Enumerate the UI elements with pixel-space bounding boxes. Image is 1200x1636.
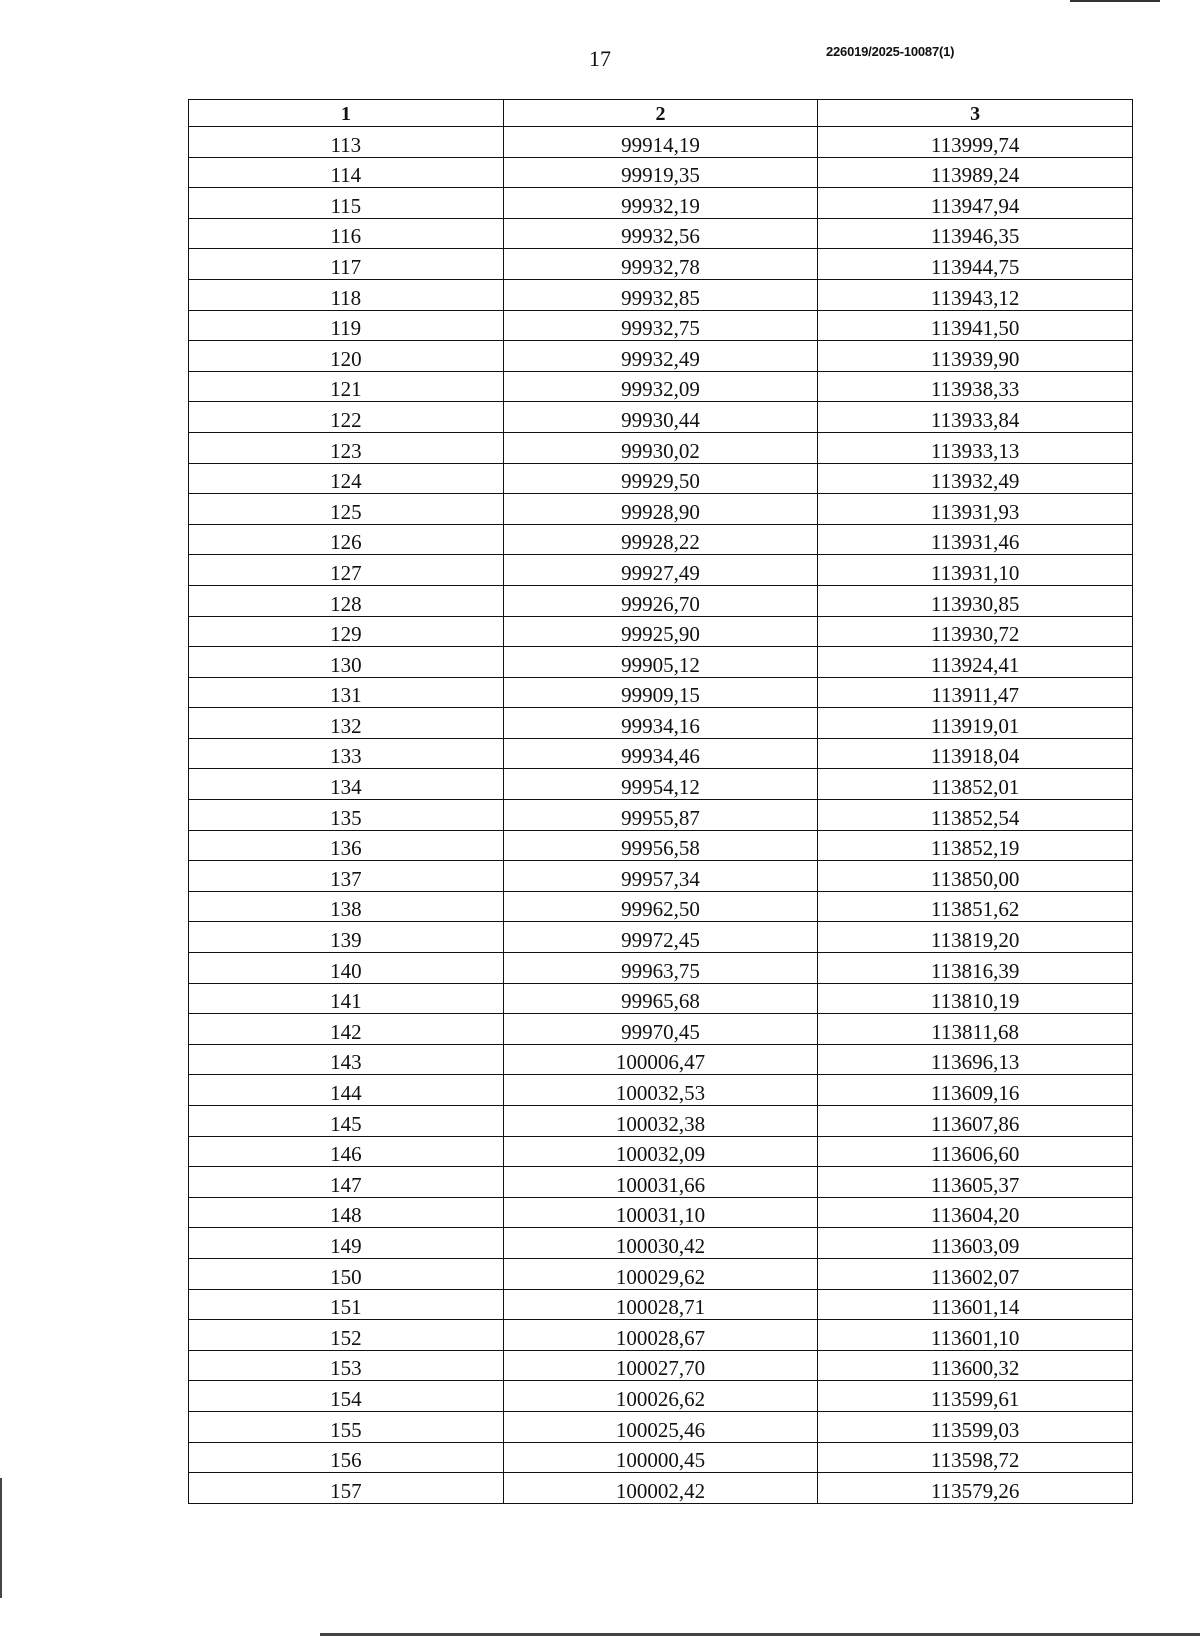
y-coordinate-cell: 113811,68 — [818, 1014, 1133, 1045]
point-number-cell: 126 — [189, 524, 504, 555]
point-number-cell: 145 — [189, 1106, 504, 1137]
table-row — [189, 1381, 1133, 1412]
table-row — [189, 1044, 1133, 1075]
x-coordinate-cell: 99955,87 — [503, 800, 818, 831]
table-row — [189, 1320, 1133, 1351]
table-row — [189, 1473, 1133, 1504]
y-coordinate-cell: 113931,10 — [818, 555, 1133, 586]
table-row — [189, 341, 1133, 372]
table-row — [189, 1136, 1133, 1167]
point-number-cell: 144 — [189, 1075, 504, 1106]
table-row — [189, 708, 1133, 739]
table-row — [189, 188, 1133, 219]
point-number-cell: 131 — [189, 677, 504, 708]
point-number-cell: 141 — [189, 983, 504, 1014]
y-coordinate-cell: 113599,03 — [818, 1411, 1133, 1442]
y-coordinate-cell: 113606,60 — [818, 1136, 1133, 1167]
point-number-cell: 149 — [189, 1228, 504, 1259]
point-number-cell: 114 — [189, 157, 504, 188]
point-number-cell: 137 — [189, 861, 504, 892]
point-number-cell: 132 — [189, 708, 504, 739]
y-coordinate-cell: 113599,61 — [818, 1381, 1133, 1412]
y-coordinate-cell: 113930,72 — [818, 616, 1133, 647]
x-coordinate-cell: 100031,66 — [503, 1167, 818, 1198]
table-row — [189, 371, 1133, 402]
y-coordinate-cell: 113602,07 — [818, 1258, 1133, 1289]
point-number-cell: 117 — [189, 249, 504, 280]
point-number-cell: 120 — [189, 341, 504, 372]
y-coordinate-cell: 113603,09 — [818, 1228, 1133, 1259]
x-coordinate-cell: 99954,12 — [503, 769, 818, 800]
x-coordinate-cell: 99928,22 — [503, 524, 818, 555]
table-row — [189, 983, 1133, 1014]
y-coordinate-cell: 113601,14 — [818, 1289, 1133, 1320]
x-coordinate-cell: 99963,75 — [503, 953, 818, 984]
table-row — [189, 1197, 1133, 1228]
point-number-cell: 124 — [189, 463, 504, 494]
table-header — [189, 100, 1133, 127]
x-coordinate-cell: 99934,46 — [503, 738, 818, 769]
x-coordinate-cell: 99905,12 — [503, 647, 818, 678]
y-coordinate-cell: 113816,39 — [818, 953, 1133, 984]
table-row — [189, 769, 1133, 800]
table-row — [189, 1442, 1133, 1473]
x-coordinate-cell: 99930,44 — [503, 402, 818, 433]
table-row — [189, 310, 1133, 341]
x-coordinate-cell: 100006,47 — [503, 1044, 818, 1075]
point-number-cell: 148 — [189, 1197, 504, 1228]
point-number-cell: 156 — [189, 1442, 504, 1473]
table-body — [189, 127, 1133, 1504]
y-coordinate-cell: 113607,86 — [818, 1106, 1133, 1137]
point-number-cell: 122 — [189, 402, 504, 433]
table-row — [189, 1106, 1133, 1137]
table-row — [189, 1075, 1133, 1106]
point-number-cell: 121 — [189, 371, 504, 402]
table-row — [189, 279, 1133, 310]
point-number-cell: 138 — [189, 891, 504, 922]
y-coordinate-cell: 113810,19 — [818, 983, 1133, 1014]
y-coordinate-cell: 113931,93 — [818, 494, 1133, 525]
table-row — [189, 800, 1133, 831]
x-coordinate-cell: 99932,75 — [503, 310, 818, 341]
point-number-cell: 136 — [189, 830, 504, 861]
point-number-cell: 134 — [189, 769, 504, 800]
point-number-cell: 135 — [189, 800, 504, 831]
point-number-cell: 128 — [189, 585, 504, 616]
x-coordinate-cell: 99932,85 — [503, 279, 818, 310]
point-number-cell: 118 — [189, 279, 504, 310]
y-coordinate-cell: 113943,12 — [818, 279, 1133, 310]
y-coordinate-cell: 113931,46 — [818, 524, 1133, 555]
table-row — [189, 494, 1133, 525]
x-coordinate-cell: 99965,68 — [503, 983, 818, 1014]
y-coordinate-cell: 113933,13 — [818, 432, 1133, 463]
x-coordinate-cell: 100026,62 — [503, 1381, 818, 1412]
x-coordinate-cell: 99962,50 — [503, 891, 818, 922]
y-coordinate-cell: 113852,54 — [818, 800, 1133, 831]
x-coordinate-cell: 99932,09 — [503, 371, 818, 402]
table-row — [189, 677, 1133, 708]
y-coordinate-cell: 113609,16 — [818, 1075, 1133, 1106]
y-coordinate-cell: 113947,94 — [818, 188, 1133, 219]
table-row — [189, 616, 1133, 647]
x-coordinate-cell: 100031,10 — [503, 1197, 818, 1228]
table-row — [189, 830, 1133, 861]
x-coordinate-cell: 99909,15 — [503, 677, 818, 708]
point-number-cell: 151 — [189, 1289, 504, 1320]
document-reference: 226019/2025-10087(1) — [826, 44, 955, 59]
x-coordinate-cell: 100030,42 — [503, 1228, 818, 1259]
x-coordinate-cell: 99926,70 — [503, 585, 818, 616]
y-coordinate-cell: 113601,10 — [818, 1320, 1133, 1351]
point-number-cell: 153 — [189, 1350, 504, 1381]
x-coordinate-cell: 100028,67 — [503, 1320, 818, 1351]
table-row — [189, 922, 1133, 953]
x-coordinate-cell: 99932,19 — [503, 188, 818, 219]
y-coordinate-cell: 113598,72 — [818, 1442, 1133, 1473]
x-coordinate-cell: 100027,70 — [503, 1350, 818, 1381]
table-row — [189, 524, 1133, 555]
y-coordinate-cell: 113579,26 — [818, 1473, 1133, 1504]
x-coordinate-cell: 100002,42 — [503, 1473, 818, 1504]
table-row — [189, 1014, 1133, 1045]
coordinates-table — [188, 99, 1133, 1504]
x-coordinate-cell: 99919,35 — [503, 157, 818, 188]
x-coordinate-cell: 99929,50 — [503, 463, 818, 494]
point-number-cell: 133 — [189, 738, 504, 769]
table-row — [189, 1167, 1133, 1198]
point-number-cell: 113 — [189, 127, 504, 158]
x-coordinate-cell: 99972,45 — [503, 922, 818, 953]
point-number-cell: 139 — [189, 922, 504, 953]
point-number-cell: 129 — [189, 616, 504, 647]
y-coordinate-cell: 113696,13 — [818, 1044, 1133, 1075]
table-row — [189, 1350, 1133, 1381]
y-coordinate-cell: 113911,47 — [818, 677, 1133, 708]
y-coordinate-cell: 113918,04 — [818, 738, 1133, 769]
table-row — [189, 249, 1133, 280]
y-coordinate-cell: 113930,85 — [818, 585, 1133, 616]
table-row — [189, 555, 1133, 586]
table-row — [189, 647, 1133, 678]
point-number-cell: 115 — [189, 188, 504, 219]
column-header: 3 — [818, 100, 1133, 127]
point-number-cell: 127 — [189, 555, 504, 586]
point-number-cell: 150 — [189, 1258, 504, 1289]
table-row — [189, 1228, 1133, 1259]
point-number-cell: 143 — [189, 1044, 504, 1075]
point-number-cell: 157 — [189, 1473, 504, 1504]
x-coordinate-cell: 100000,45 — [503, 1442, 818, 1473]
point-number-cell: 152 — [189, 1320, 504, 1351]
page-number: 17 — [589, 46, 611, 71]
table-row — [189, 585, 1133, 616]
x-coordinate-cell: 99930,02 — [503, 432, 818, 463]
table-row — [189, 861, 1133, 892]
point-number-cell: 146 — [189, 1136, 504, 1167]
y-coordinate-cell: 113989,24 — [818, 157, 1133, 188]
y-coordinate-cell: 113850,00 — [818, 861, 1133, 892]
x-coordinate-cell: 100032,53 — [503, 1075, 818, 1106]
table-row — [189, 738, 1133, 769]
x-coordinate-cell: 99932,56 — [503, 218, 818, 249]
y-coordinate-cell: 113939,90 — [818, 341, 1133, 372]
point-number-cell: 155 — [189, 1411, 504, 1442]
x-coordinate-cell: 99934,16 — [503, 708, 818, 739]
table-row — [189, 1258, 1133, 1289]
x-coordinate-cell: 99932,49 — [503, 341, 818, 372]
y-coordinate-cell: 113924,41 — [818, 647, 1133, 678]
table-row — [189, 218, 1133, 249]
column-header: 2 — [503, 100, 818, 127]
x-coordinate-cell: 99932,78 — [503, 249, 818, 280]
x-coordinate-cell: 99957,34 — [503, 861, 818, 892]
x-coordinate-cell: 100032,38 — [503, 1106, 818, 1137]
point-number-cell: 147 — [189, 1167, 504, 1198]
y-coordinate-cell: 113944,75 — [818, 249, 1133, 280]
x-coordinate-cell: 99928,90 — [503, 494, 818, 525]
point-number-cell: 142 — [189, 1014, 504, 1045]
y-coordinate-cell: 113999,74 — [818, 127, 1133, 158]
y-coordinate-cell: 113851,62 — [818, 891, 1133, 922]
y-coordinate-cell: 113933,84 — [818, 402, 1133, 433]
x-coordinate-cell: 100025,46 — [503, 1411, 818, 1442]
x-coordinate-cell: 100032,09 — [503, 1136, 818, 1167]
point-number-cell: 125 — [189, 494, 504, 525]
table-row — [189, 1289, 1133, 1320]
table-row — [189, 1411, 1133, 1442]
x-coordinate-cell: 99970,45 — [503, 1014, 818, 1045]
table-row — [189, 953, 1133, 984]
y-coordinate-cell: 113941,50 — [818, 310, 1133, 341]
y-coordinate-cell: 113819,20 — [818, 922, 1133, 953]
x-coordinate-cell: 100028,71 — [503, 1289, 818, 1320]
point-number-cell: 119 — [189, 310, 504, 341]
x-coordinate-cell: 99914,19 — [503, 127, 818, 158]
x-coordinate-cell: 100029,62 — [503, 1258, 818, 1289]
point-number-cell: 154 — [189, 1381, 504, 1412]
table-header-row — [189, 100, 1133, 127]
column-header: 1 — [189, 100, 504, 127]
y-coordinate-cell: 113932,49 — [818, 463, 1133, 494]
table-row — [189, 891, 1133, 922]
x-coordinate-cell: 99927,49 — [503, 555, 818, 586]
table-row — [189, 463, 1133, 494]
y-coordinate-cell: 113919,01 — [818, 708, 1133, 739]
y-coordinate-cell: 113938,33 — [818, 371, 1133, 402]
point-number-cell: 123 — [189, 432, 504, 463]
y-coordinate-cell: 113946,35 — [818, 218, 1133, 249]
table-row — [189, 402, 1133, 433]
point-number-cell: 116 — [189, 218, 504, 249]
y-coordinate-cell: 113605,37 — [818, 1167, 1133, 1198]
table-row — [189, 127, 1133, 158]
scan-edge-mark-left — [0, 1478, 2, 1598]
table-row — [189, 432, 1133, 463]
scan-edge-mark-top — [1070, 0, 1160, 2]
y-coordinate-cell: 113600,32 — [818, 1350, 1133, 1381]
y-coordinate-cell: 113852,01 — [818, 769, 1133, 800]
table-row — [189, 157, 1133, 188]
x-coordinate-cell: 99925,90 — [503, 616, 818, 647]
y-coordinate-cell: 113604,20 — [818, 1197, 1133, 1228]
point-number-cell: 130 — [189, 647, 504, 678]
x-coordinate-cell: 99956,58 — [503, 830, 818, 861]
point-number-cell: 140 — [189, 953, 504, 984]
y-coordinate-cell: 113852,19 — [818, 830, 1133, 861]
